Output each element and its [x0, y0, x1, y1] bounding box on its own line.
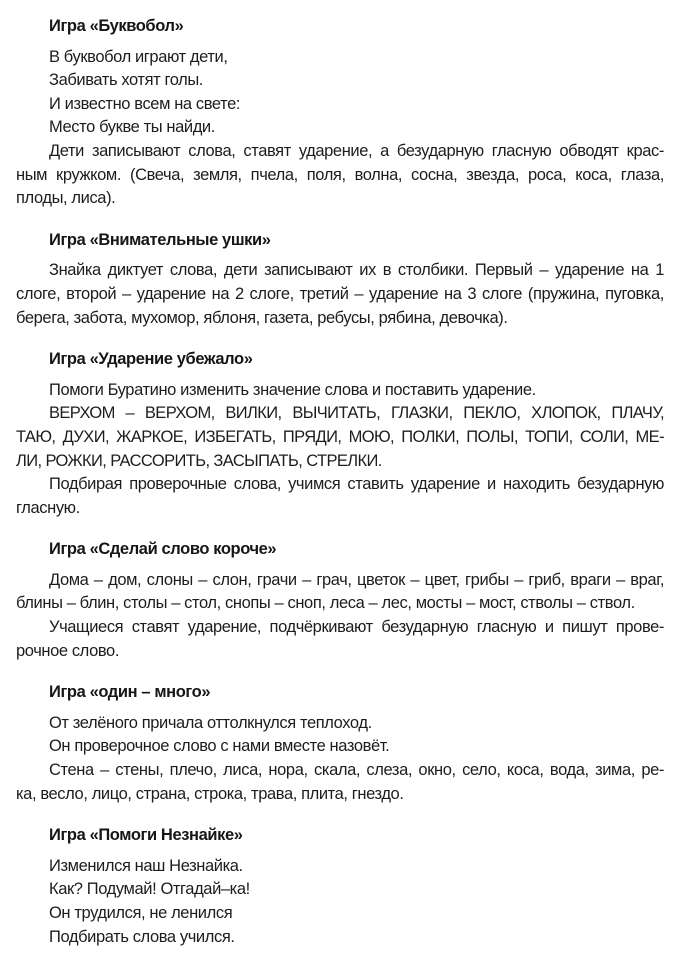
- game-section: [16, 824, 664, 949]
- text-line: От зелёного причала оттолкнулся теплоход.: [49, 713, 372, 732]
- section-title: Игра «Сделай слово короче»: [49, 540, 277, 559]
- text-line: Знайка диктует слова, дети записывают их в столбики. Первый – ударение на 1: [49, 261, 664, 280]
- section-title: Игра «один – много»: [49, 683, 211, 702]
- text-line: ТАЮ, ДУХИ, ЖАРКОЕ, ИЗБЕГАТЬ, ПРЯДИ, МОЮ, ПОЛКИ, ПОЛЫ, ТОПИ, СОЛИ, МЕ-: [16, 427, 664, 446]
- text-line: рочное слово.: [16, 641, 120, 660]
- section-title: Игра «Внимательные ушки»: [49, 230, 271, 249]
- text-line: ка, весло, лицо, страна, строка, трава, плита, гнездо.: [16, 784, 404, 803]
- game-section: [16, 681, 664, 806]
- text-line: плоды, лиса).: [16, 189, 116, 208]
- text-line: И известно всем на свете:: [49, 94, 241, 113]
- text-line: Он трудился, не ленился: [49, 904, 233, 922]
- game-section: [16, 229, 664, 330]
- section-title: Игра «Буквобол»: [49, 17, 184, 35]
- text-line: Дома – дом, слоны – слон, грачи – грач, цветок – цвет, грибы – гриб, враги – враг,: [49, 570, 664, 589]
- section-title: Игра «Помоги Незнайке»: [49, 826, 243, 845]
- text-line: блины – блин, столы – стол, снопы – сноп, леса – лес, мосты – мост, стволы – ствол.: [16, 594, 635, 613]
- text-line: Подбирая проверочные слова, учимся ставить ударение и находить безударную: [49, 475, 664, 494]
- text-line: Как? Подумай! Отгадай–ка!: [49, 880, 250, 899]
- game-section: [16, 538, 664, 663]
- game-section: [16, 15, 664, 211]
- game-section: [16, 348, 664, 520]
- text-line: Забивать хотят голы.: [49, 71, 203, 90]
- text-line: ным кружком. (Свеча, земля, пчела, поля, волна, сосна, звезда, роса, коса, глаза,: [16, 165, 664, 184]
- text-line: Он проверочное слово с нами вместе назовёт.: [49, 737, 390, 756]
- text-line: Стена – стены, плечо, лиса, нора, скала, слеза, окно, село, коса, вода, зима, ре-: [49, 761, 664, 780]
- text-line: ВЕРХОМ – ВЕРХОМ, ВИЛКИ, ВЫЧИТАТЬ, ГЛАЗКИ, ПЕКЛО, ХЛОПОК, ПЛАЧУ,: [49, 404, 664, 423]
- text-line: слоге, второй – ударение на 2 слоге, третий – ударение на 3 слоге (пружина, пуговка,: [16, 284, 664, 303]
- document-content: [16, 15, 664, 949]
- text-line: Изменился наш Незнайка.: [49, 856, 243, 875]
- text-line: Учащиеся ставят ударение, подчёркивают безударную гласную и пишут прове-: [49, 618, 664, 637]
- text-line: В буквобол играют дети,: [49, 47, 228, 66]
- text-line: гласную.: [16, 498, 80, 517]
- section-title: Игра «Ударение убежало»: [49, 350, 253, 369]
- text-line: Дети записывают слова, ставят ударение, а безударную гласную обводят крас-: [49, 141, 664, 160]
- text-line: Помоги Буратино изменить значение слова и поставить ударение.: [49, 380, 536, 399]
- text-line: берега, забота, мухомор, яблоня, газета, ребусы, рябина, девочка).: [16, 308, 508, 327]
- text-line: Подбирать слова учился.: [49, 927, 235, 946]
- text-line: Место букве ты найди.: [49, 118, 215, 137]
- text-line: ЛИ, РОЖКИ, РАССОРИТЬ, ЗАСЫПАТЬ, СТРЕЛКИ.: [16, 451, 382, 470]
